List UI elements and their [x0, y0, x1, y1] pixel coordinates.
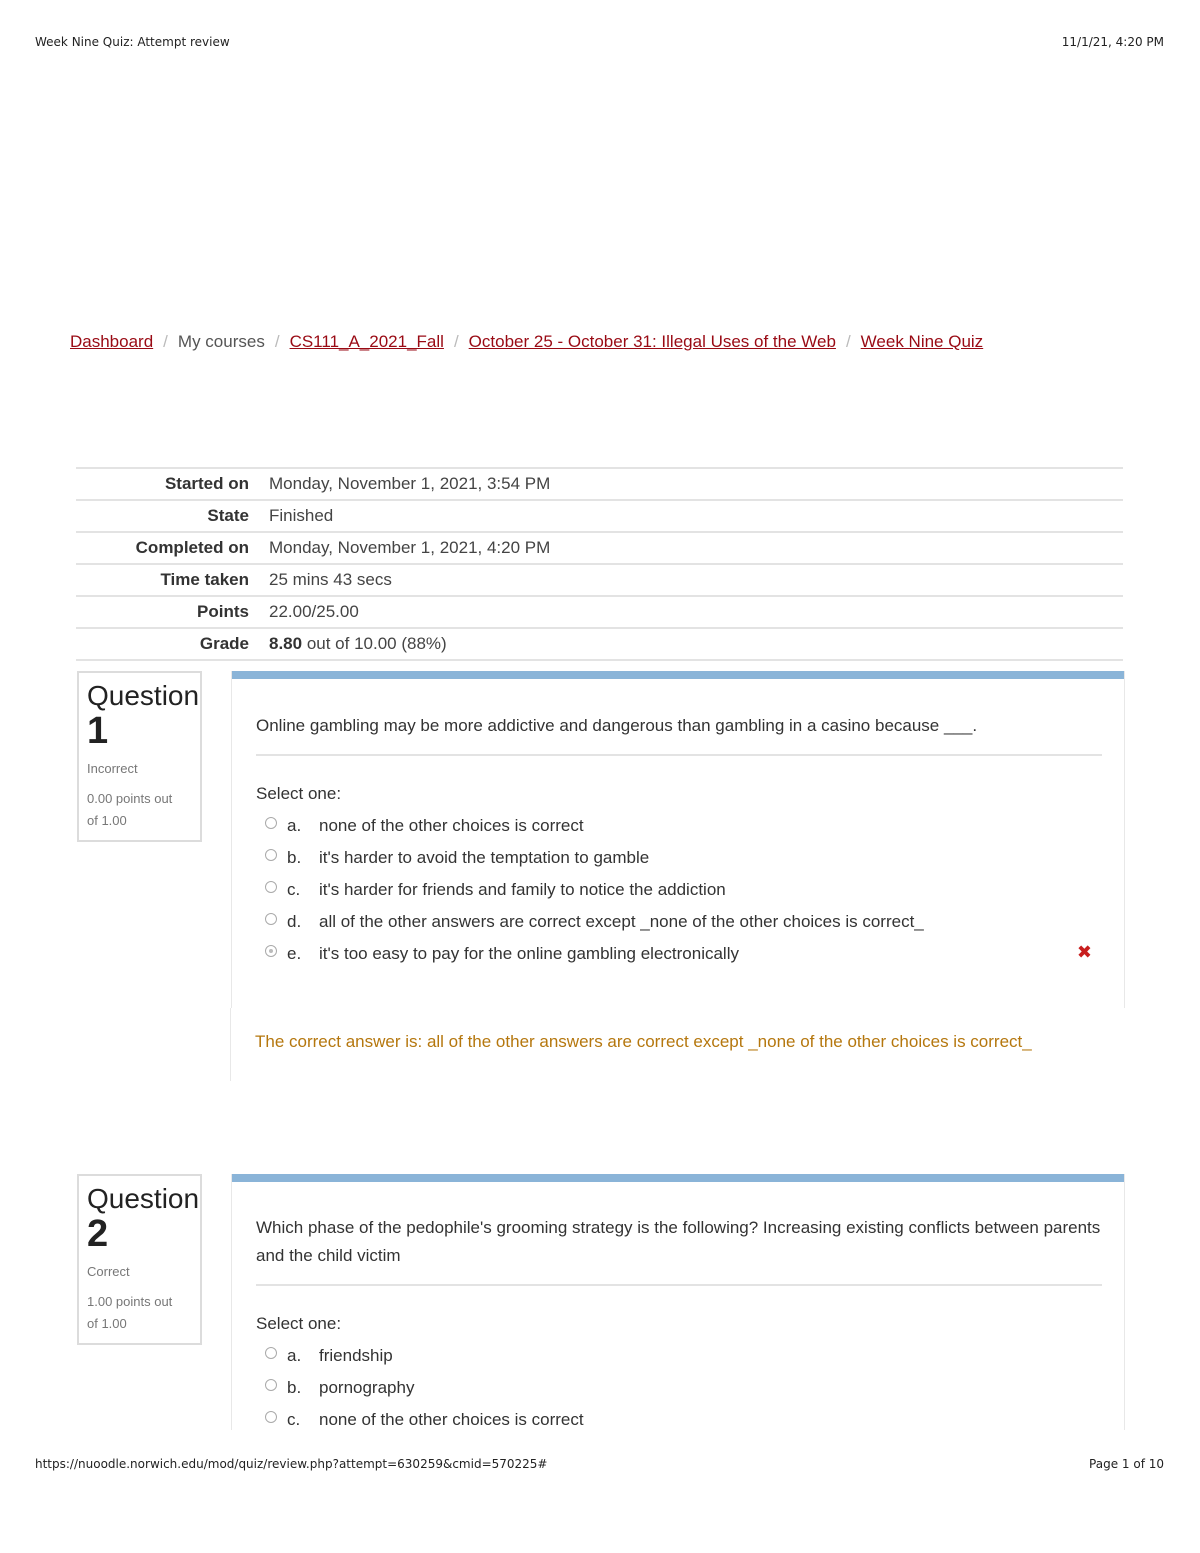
question-label: Question — [87, 680, 200, 711]
answer-letter: c. — [287, 880, 301, 899]
answer-option-a[interactable] — [256, 1340, 1102, 1372]
question-1-info — [77, 671, 202, 842]
radio-button[interactable] — [265, 1347, 277, 1359]
attempt-summary-table — [76, 467, 1123, 661]
breadcrumb-quiz-link[interactable]: Week Nine Quiz — [860, 332, 984, 351]
radio-button[interactable] — [265, 1379, 277, 1391]
answer-letter: d. — [287, 912, 302, 931]
breadcrumb-dashboard-link[interactable]: Dashboard — [70, 332, 154, 351]
radio-button[interactable] — [265, 1411, 277, 1423]
page-number: Page 1 of 10 — [1089, 1457, 1164, 1471]
question-state: Correct — [87, 1264, 130, 1279]
question-number: 2 — [87, 1213, 109, 1255]
answer-option-e[interactable] — [256, 938, 1102, 970]
radio-button[interactable] — [265, 817, 277, 829]
answer-text: none of the other choices is correct — [319, 816, 584, 835]
answer-option-a[interactable] — [256, 810, 1102, 842]
answer-option-c[interactable] — [256, 874, 1102, 906]
question-grade — [87, 1291, 192, 1335]
print-title: Week Nine Quiz: Attempt review — [35, 35, 230, 49]
breadcrumb-section-link[interactable]: October 25 - October 31: Illegal Uses of the Web — [468, 332, 836, 351]
question-label: Question — [87, 1183, 200, 1214]
question-state: Incorrect — [87, 761, 138, 776]
completed-label: Completed on — [135, 538, 249, 557]
started-label: Started on — [164, 474, 249, 493]
answer-letter: e. — [287, 944, 302, 963]
summary-row-points — [76, 596, 1123, 628]
answer-option-b[interactable] — [256, 1372, 1102, 1404]
answer-letter: b. — [287, 848, 302, 867]
breadcrumb-separator: / — [845, 332, 851, 351]
time-taken-label: Time taken — [160, 570, 249, 589]
radio-button[interactable] — [265, 913, 277, 925]
answer-letter: a. — [287, 816, 302, 835]
question-text: Online gambling may be more addictive and dangerous than gambling in a casino because ___. — [256, 679, 1102, 756]
time-taken-value: 25 mins 43 secs — [269, 570, 392, 589]
answer-letter: b. — [287, 1378, 302, 1397]
question-grade-line2: of 1.00 — [87, 813, 127, 828]
question-grade — [87, 788, 192, 832]
answer-letter: a. — [287, 1346, 302, 1365]
grade-out-of: out of 10.00 (88%) — [302, 634, 447, 653]
breadcrumb-course-link[interactable]: CS111_A_2021_Fall — [289, 332, 444, 351]
summary-row-started — [76, 468, 1123, 500]
answer-text: it's too easy to pay for the online gambling electronically — [319, 944, 739, 963]
state-value: Finished — [269, 506, 334, 525]
question-text: Which phase of the pedophile's grooming strategy is the following? Increasing existing conflicts between parents and the child victim — [256, 1182, 1102, 1286]
grade-score: 8.80 — [269, 634, 303, 653]
grade-value — [259, 628, 1123, 660]
question-grade-line1: 0.00 points out — [87, 791, 173, 806]
answer-option-d[interactable] — [256, 906, 1102, 938]
answer-text: it's harder for friends and family to notice the addiction — [319, 880, 726, 899]
answer-letter: c. — [287, 1410, 301, 1429]
answer-text: none of the other choices is correct — [319, 1410, 584, 1429]
breadcrumb — [70, 332, 983, 352]
question-grade-line1: 1.00 points out — [87, 1294, 173, 1309]
print-header — [35, 35, 1164, 49]
started-value: Monday, November 1, 2021, 3:54 PM — [269, 474, 551, 493]
breadcrumb-my-courses: My courses — [177, 332, 265, 351]
points-label: Points — [197, 602, 249, 621]
points-value: 22.00/25.00 — [269, 602, 359, 621]
completed-value: Monday, November 1, 2021, 4:20 PM — [269, 538, 551, 557]
print-footer — [35, 1457, 1164, 1471]
summary-row-grade — [76, 628, 1123, 660]
radio-button[interactable] — [265, 849, 277, 861]
answer-text: pornography — [319, 1378, 415, 1397]
question-2-content — [231, 1174, 1125, 1430]
print-datetime: 11/1/21, 4:20 PM — [1061, 35, 1164, 49]
answer-option-c[interactable] — [256, 1404, 1102, 1430]
correct-answer-feedback: The correct answer is: all of the other answers are correct except _none of the other choices is correct_ — [230, 1008, 1123, 1081]
breadcrumb-separator: / — [453, 332, 459, 351]
incorrect-icon: ✖ — [1076, 942, 1092, 962]
radio-button[interactable] — [265, 881, 277, 893]
question-topbar — [232, 671, 1124, 679]
question-formulation — [232, 1182, 1124, 1430]
question-topbar — [232, 1174, 1124, 1182]
answer-text: all of the other answers are correct except _none of the other choices is correct_ — [319, 912, 924, 931]
question-number: 1 — [87, 710, 109, 752]
breadcrumb-separator: / — [274, 332, 280, 351]
answer-text: it's harder to avoid the temptation to gamble — [319, 848, 650, 867]
answer-text: friendship — [319, 1346, 393, 1365]
summary-row-state — [76, 500, 1123, 532]
print-url: https://nuoodle.norwich.edu/mod/quiz/review.php?attempt=630259&cmid=570225# — [35, 1457, 548, 1471]
question-1-content — [231, 671, 1125, 1008]
select-one-prompt: Select one: — [256, 1314, 342, 1333]
answer-option-b[interactable] — [256, 842, 1102, 874]
question-1-outcome — [230, 1008, 1123, 1081]
question-formulation — [232, 679, 1124, 1008]
state-label: State — [207, 506, 249, 525]
question-2-info — [77, 1174, 202, 1345]
radio-button-selected[interactable] — [265, 945, 277, 957]
select-one-prompt: Select one: — [256, 784, 342, 803]
breadcrumb-separator: / — [163, 332, 168, 351]
summary-row-completed — [76, 532, 1123, 564]
summary-row-time — [76, 564, 1123, 596]
question-grade-line2: of 1.00 — [87, 1316, 127, 1331]
grade-label: Grade — [199, 634, 249, 653]
